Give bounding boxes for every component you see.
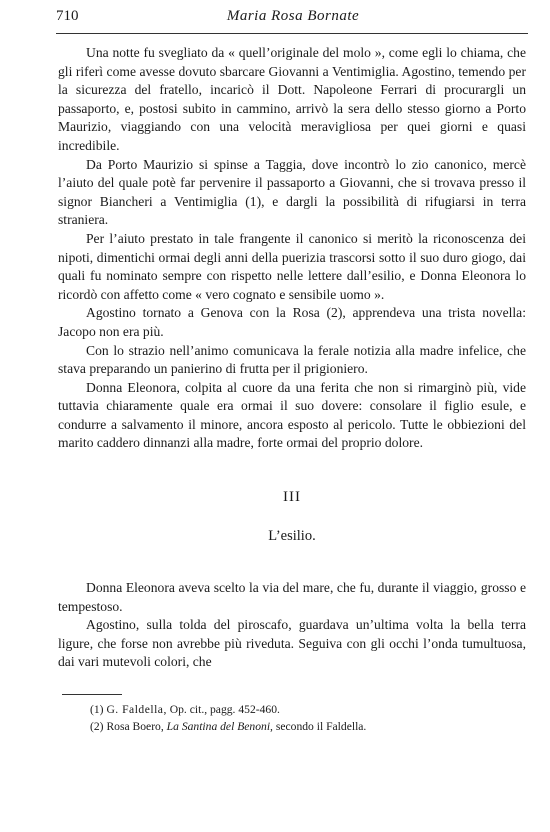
footnote: [58, 701, 526, 718]
running-title: Maria Rosa Bornate: [226, 8, 360, 24]
paragraph: Agostino, sulla tolda del piroscafo, guardava un’ultima volta la bella terra ligure, che forse non avrebbe più riveduta. Seguiva con gli occhi l’onda tumultuosa, dai vari mutevoli colori, che: [58, 617, 526, 670]
paragraph: Donna Eleonora aveva scelto la via del mare, che fu, durante il viaggio, grosso e tempestoso.: [58, 580, 526, 614]
footnote-rule: [62, 694, 122, 695]
page-header: [56, 8, 530, 30]
footnote-work-title: La Santina del Benoni,: [166, 720, 273, 734]
paragraph: Agostino tornato a Genova con la Rosa (2), apprendeva una trista novella: Jacopo non era più.: [58, 305, 526, 339]
footnote-author: G. Faldella,: [106, 703, 167, 717]
footnote: [58, 718, 526, 735]
paragraph: Donna Eleonora, colpita al cuore da una ferita che non si rimarginò più, vide tuttavia chiaramente quale era ormai il suo dovere: consolare il figlio esule, e condurre a salvamento il minore, ancora esposto al pericolo. Tutte le obbiezioni del marito caddero dinnanzi alla madre, forte ormai del proprio dolore.: [58, 379, 526, 451]
footnote-marker: (1): [90, 703, 104, 717]
paragraph: Da Porto Maurizio si spinse a Taggia, dove incontrò lo zio canonico, mercè l’aiuto del quale potè far pervenire il passaporto a Giovanni, che si trovava presso il signor Biancheri a Ventimiglia (1), e dargli la possibilità di rifugiarsi in terra straniera.: [58, 156, 526, 228]
section-number: III: [283, 489, 301, 506]
footnotes: [58, 701, 526, 735]
page-body: [58, 44, 526, 735]
footnote-author: Rosa Boero,: [106, 720, 164, 734]
section-title: L’esilio.: [268, 528, 316, 545]
paragraph: Con lo strazio nell’animo comunicava la ferale notizia alla madre infelice, che stava preparando un panierino di frutta per il prigioniero.: [58, 342, 526, 377]
footnote-citation: Op. cit., pagg. 452-460.: [169, 703, 280, 717]
paragraph: Per l’aiuto prestato in tale frangente il canonico si meritò la riconoscenza dei nipoti, dimentichi ormai degli anni della puerizia trascorsi sotto il suo duro giogo, dai quali fu nominato sempre con rispetto nelle lettere dall’esilio, e Donna Eleonora lo ricordò con affetto come « vero cognato e sensibile uomo ».: [58, 230, 526, 302]
paragraph: Una notte fu svegliato da « quell’originale del molo », come egli lo chiama, che gli riferì come avesse dovuto sbarcare Giovanni a Ventimiglia. Agostino, temendo per la sicurezza del fratello, incaricò il Dott. Napoleone Ferrari di procurargli un passaporto, e, postosi subito in cammino, arrivò la sera dello stesso giorno a Porto Maurizio, viaggiando con una velocità meravigliosa per quei giorni e quasi incredibile.: [58, 45, 526, 153]
header-rule: [56, 33, 528, 34]
footnote-citation: secondo il Faldella.: [275, 720, 367, 734]
page-number: 710: [56, 8, 79, 24]
footnote-marker: (2): [90, 720, 104, 734]
